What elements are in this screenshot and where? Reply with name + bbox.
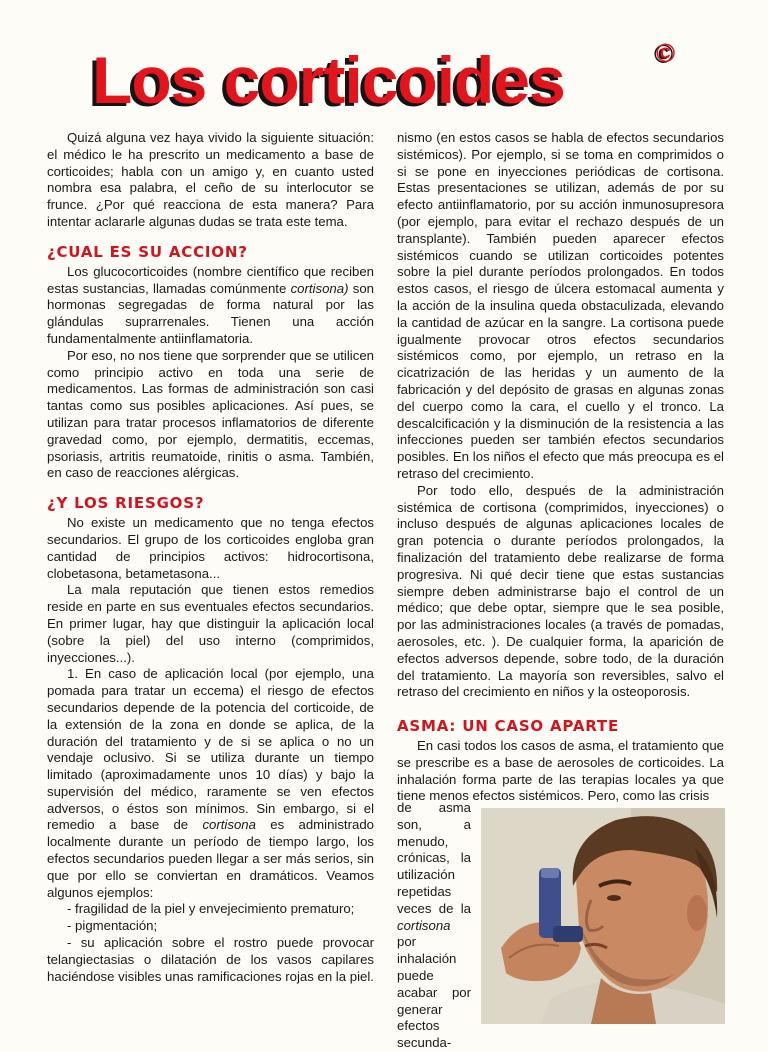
man-using-inhaler-photo [481,808,725,1024]
riesgos-paragraph-3: 1. En caso de aplicación local (por ejemplo, una pomada para tratar un eccema) el riesgo de efectos secundarios depende de la potencia del corticoide, de la extensión de la zona en donde se aplica, de la duración del tratamiento y de si se aplica o no un vendaje oclusivo. Si se utiliza durante un tiempo limitado (aproximadamente unos 10 días) y bajo la supervisión del médico, raramente se ven efectos adversos, o éstos son mínimos. Sin embargo, si el remedio a base de cortisona es administrado localmente durante un período de tiempo largo, los efectos secundarios pueden llegar a ser más serios, sin que por ello se conviertan en dramáticos. Veamos algunos ejemplos: [47,666,374,900]
riesgos-paragraph-2: La mala reputación que tienen estos remedios reside en parte en sus eventuales efectos secundarios. En primer lugar, hay que distinguir la aplicación local (sobre la piel) del uso interno (comprimidos, inyecciones...). [47,582,374,665]
heading-riesgos: ¿Y LOS RIESGOS? [47,494,205,513]
left-column [47,130,374,985]
heading-asma: ASMA: UN CASO APARTE [397,717,619,736]
photo-wrap-text [397,800,471,1052]
accion-paragraph-2: Por eso, no nos tiene que sorprender que se utilicen como principio activo en toda una serie de medicamentos. Las formas de administración son casi tantas como sus posibles aplicaciones. Así pues, se utilizan para tratar procesos inflamatorios de diferente gravedad como, por ejemplo, dermatitis, eccemas, psoriasis, artritis reumatoide, rinitis o asma. También, en caso de reacciones alérgicas. [47,347,374,481]
riesgos-paragraph-1: No existe un medicamento que no tenga efectos secundarios. El grupo de los corticoides engloba gran cantidad de principios activos: hidrocortisona, clobetasona, betametasona... [47,515,374,581]
asma-paragraph: En casi todos los casos de asma, el tratamiento que se prescribe es a base de aerosoles de corticoides. La inhalación forma parte de las terapias locales ya que tiene menos efectos sistémicos. Pero, como las crisis [397,738,724,804]
intro-paragraph: Quizá alguna vez haya vivido la siguiente situación: el médico le ha prescrito un medicamento a base de corticoides; habla con un amigo y, en cuanto usted nombra esa palabra, el ceño de su interlocutor se frunce. ¿Por qué reacciona de esta manera? Para intentar aclararle algunas dudas se trata este tema. [47,130,374,229]
asma-wrap-paragraph: de asma son, a menudo, crónicas, la utilización repetidas veces de la cortisona por inhalación puede acabar por generar efectos secunda- [397,800,471,1051]
title-block [92,38,732,122]
article-title: Los corticoides [92,43,565,117]
accion-paragraph-1: Los glucocorticoides (nombre científico que reciben estas sustancias, llamadas comúnmente cortisona) son hormonas segregadas de forma natural por las glándulas suprarrenales. Tienen una acción fundamentalmente antiinflamatoria. [47,263,374,346]
list-item: - su aplicación sobre el rostro puede provocar telangiectasias o dilatación de los vasos capilares haciéndose visibles unas ramificaciones rojas en la piel. [47,935,374,984]
photo-illustration [481,808,725,1024]
heading-accion: ¿CUAL ES SU ACCION? [47,242,248,261]
continued-paragraph: nismo (en estos casos se habla de efectos secundarios sistémicos). Por ejemplo, si se toma en comprimidos o si se pone en inyecciones periódicas de cortisona. Estas presentaciones se utilizan, además de por su efecto antiinflamatorio, por su acción inmunosupresora (por ejemplo, para evitar el rechazo después de un transplante). También pueden aparecer efectos sistémicos cuando se utilizan corticoides potentes sobre la piel durante períodos prolongados. En todos estos casos, el riesgo de úlcera estomacal aumenta y la acción de la insulina queda obstaculizada, elevando la cantidad de azúcar en la sangre. La cortisona puede igualmente provocar otros efectos secundarios sistémicos como, por ejemplo, un retraso en la cicatrización de las heridas y un aumento de la fabricación y del depósito de grasas en algunas zonas del cuerpo como la cara, el cuello y el tronco. La descalcificación y la disminución de la resistencia a las infecciones pueden ser también efectos secundarios posibles. En los niños el efecto que más preocupa es el retraso del crecimiento. [397,130,724,481]
right-paragraph-2: Por todo ello, después de la administración sistémica de cortisona (comprimidos, inyecciones) o incluso después de algunas aplicaciones locales de gran potencia o durante períodos prolongados, la finalización del tratamiento debe realizarse de forma progresiva. Ni qué decir tiene que estas sustancias siempre deben administrarse bajo el control de un médico; que debe optar, siempre que le sea posible, por las administraciones locales (a través de pomadas, aerosoles, etc. ). De cualquier forma, la aparición de efectos adversos depende, sobre todo, de la duración del tratamiento. La mayoría son reversibles, salvo el retraso del crecimiento en niños y la osteoporosis. [397,482,724,700]
list-item: - pigmentación; [67,918,158,934]
copyright-mark: © [656,38,676,68]
right-column [397,130,724,805]
list-item: - fragilidad de la piel y envejecimiento prematuro; [67,901,355,917]
